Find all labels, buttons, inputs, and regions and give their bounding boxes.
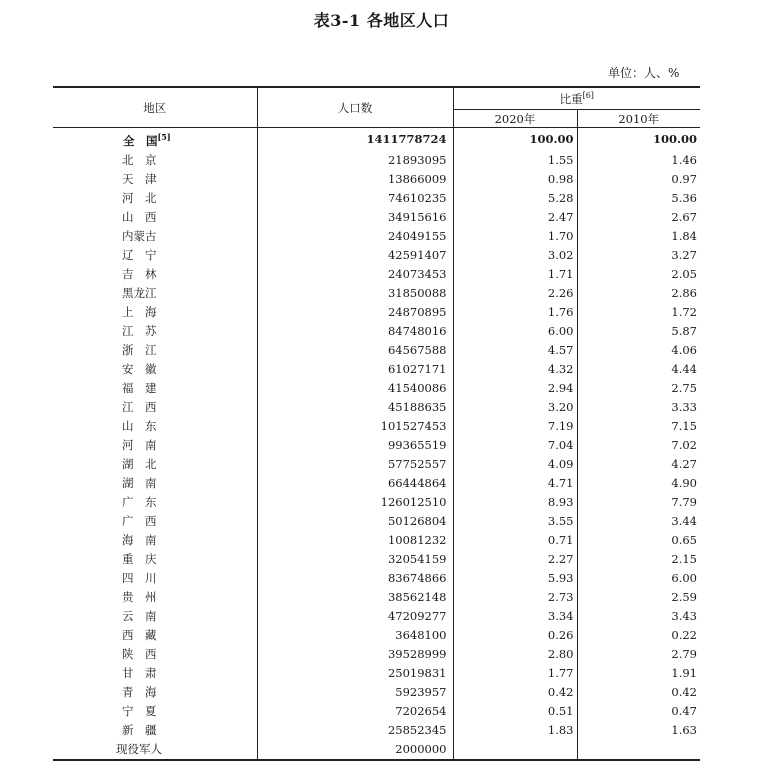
share-2020-cell: 0.42 [453, 683, 577, 702]
total-region-label: 全 国 [123, 134, 158, 148]
population-cell: 32054159 [257, 550, 453, 569]
region-cell: 天 津 [53, 170, 257, 189]
total-share-2010: 100.00 [652, 132, 697, 146]
table-row [53, 512, 700, 531]
total-region [53, 128, 257, 152]
region-cell: 河 南 [53, 436, 257, 455]
share-2010-cell: 7.79 [671, 495, 697, 509]
share-2020-cell: 3.20 [453, 398, 577, 417]
table-row [53, 702, 700, 721]
share-2010-cell: 4.44 [671, 362, 697, 376]
share-2020-cell: 2.27 [453, 550, 577, 569]
table-row [53, 645, 700, 664]
share-2010-cell: 0.97 [671, 172, 697, 186]
table-row [53, 360, 700, 379]
region-cell: 贵 州 [53, 588, 257, 607]
table-row [53, 683, 700, 702]
share-2020-cell: 0.98 [453, 170, 577, 189]
table-row [53, 664, 700, 683]
share-2020-cell: 3.34 [453, 607, 577, 626]
share-2020-cell: 5.93 [453, 569, 577, 588]
table-row [53, 455, 700, 474]
share-2020-cell: 6.00 [453, 322, 577, 341]
table-row [53, 189, 700, 208]
share-2010-cell: 7.15 [671, 419, 697, 433]
share-2020-cell: 7.04 [453, 436, 577, 455]
population-cell: 61027171 [257, 360, 453, 379]
table-row [53, 246, 700, 265]
population-cell: 25019831 [257, 664, 453, 683]
total-row [53, 128, 700, 152]
population-cell: 24073453 [257, 265, 453, 284]
share-2020-cell: 2.47 [453, 208, 577, 227]
share-2010-cell: 2.67 [671, 210, 697, 224]
share-2020-cell: 1.71 [453, 265, 577, 284]
region-cell: 上 海 [53, 303, 257, 322]
share-2020-cell: 2.26 [453, 284, 577, 303]
population-cell: 57752557 [257, 455, 453, 474]
share-2020-cell: 0.26 [453, 626, 577, 645]
header-population: 人口数 [257, 87, 453, 128]
table-row [53, 303, 700, 322]
population-cell: 50126804 [257, 512, 453, 531]
share-2010-cell: 1.91 [671, 666, 697, 680]
population-cell: 99365519 [257, 436, 453, 455]
share-2020-cell: 0.51 [453, 702, 577, 721]
header-year-2020: 2020年 [453, 110, 577, 128]
share-2020-cell: 1.83 [453, 721, 577, 740]
table-row [53, 740, 700, 760]
share-2020-cell: 4.71 [453, 474, 577, 493]
header-year-2010: 2010年 [577, 110, 700, 128]
population-cell: 2000000 [257, 740, 453, 760]
unit-label: 单位：人、% [608, 66, 680, 80]
population-table [53, 86, 700, 761]
share-2020-cell: 4.32 [453, 360, 577, 379]
population-cell: 42591407 [257, 246, 453, 265]
share-2010-cell: 0.65 [671, 533, 697, 547]
population-cell: 13866009 [257, 170, 453, 189]
share-2020-cell: 8.93 [453, 493, 577, 512]
table-row [53, 607, 700, 626]
share-2010-cell: 3.27 [671, 248, 697, 262]
population-cell: 64567588 [257, 341, 453, 360]
region-cell: 宁 夏 [53, 702, 257, 721]
share-2010-cell: 1.72 [671, 305, 697, 319]
share-2020-cell: 2.94 [453, 379, 577, 398]
region-cell: 辽 宁 [53, 246, 257, 265]
share-2010-cell: 2.86 [671, 286, 697, 300]
region-cell: 湖 南 [53, 474, 257, 493]
region-cell: 广 东 [53, 493, 257, 512]
population-cell: 21893095 [257, 151, 453, 170]
table-row [53, 493, 700, 512]
share-2020-cell: 3.55 [453, 512, 577, 531]
share-2020-cell: 1.77 [453, 664, 577, 683]
total-note: [5] [157, 132, 171, 142]
share-2010-cell: 3.44 [671, 514, 697, 528]
region-cell: 陕 西 [53, 645, 257, 664]
header-region: 地区 [53, 87, 257, 128]
table-row [53, 569, 700, 588]
region-cell: 广 西 [53, 512, 257, 531]
table-row [53, 151, 700, 170]
share-2010-cell: 2.15 [671, 552, 697, 566]
population-cell: 41540086 [257, 379, 453, 398]
share-2010-cell: 3.43 [671, 609, 697, 623]
population-cell: 3648100 [257, 626, 453, 645]
population-cell: 84748016 [257, 322, 453, 341]
population-cell: 10081232 [257, 531, 453, 550]
population-cell: 83674866 [257, 569, 453, 588]
region-cell: 现役军人 [53, 740, 257, 760]
region-cell: 河 北 [53, 189, 257, 208]
table-row [53, 398, 700, 417]
share-2010-cell: 4.06 [671, 343, 697, 357]
table-row [53, 474, 700, 493]
table-row [53, 626, 700, 645]
table-row [53, 322, 700, 341]
region-cell: 青 海 [53, 683, 257, 702]
share-2020-cell: 1.55 [453, 151, 577, 170]
table-row [53, 170, 700, 189]
share-2010-cell: 0.22 [671, 628, 697, 642]
share-2010-cell: 2.59 [671, 590, 697, 604]
share-2010-cell: 4.90 [671, 476, 697, 490]
region-cell: 湖 北 [53, 455, 257, 474]
share-2010-cell: 2.05 [671, 267, 697, 281]
share-2020-cell [453, 740, 577, 760]
share-2010-cell: 2.75 [671, 381, 697, 395]
population-cell: 31850088 [257, 284, 453, 303]
header-share-note: [6] [582, 90, 594, 100]
share-2010-cell: 1.46 [671, 153, 697, 167]
population-cell: 25852345 [257, 721, 453, 740]
table-row [53, 284, 700, 303]
table-row [53, 265, 700, 284]
share-2020-cell: 4.09 [453, 455, 577, 474]
population-cell: 101527453 [257, 417, 453, 436]
total-population: 1411778724 [257, 128, 453, 152]
population-cell: 24870895 [257, 303, 453, 322]
share-2020-cell: 1.70 [453, 227, 577, 246]
table-row [53, 436, 700, 455]
share-2020-cell: 7.19 [453, 417, 577, 436]
share-2020-cell: 5.28 [453, 189, 577, 208]
region-cell: 浙 江 [53, 341, 257, 360]
population-cell: 5923957 [257, 683, 453, 702]
population-cell: 47209277 [257, 607, 453, 626]
table-row [53, 379, 700, 398]
region-cell: 云 南 [53, 607, 257, 626]
region-cell: 四 川 [53, 569, 257, 588]
share-2010-cell: 3.33 [671, 400, 697, 414]
share-2020-cell: 2.73 [453, 588, 577, 607]
share-2010-cell: 6.00 [671, 571, 697, 585]
header-share [453, 87, 700, 110]
region-cell: 西 藏 [53, 626, 257, 645]
share-2010-cell: 5.36 [671, 191, 697, 205]
header-share-label: 比重 [559, 91, 583, 106]
share-2010-cell: 2.79 [671, 647, 697, 661]
share-2020-cell: 0.71 [453, 531, 577, 550]
region-cell: 重 庆 [53, 550, 257, 569]
region-cell: 吉 林 [53, 265, 257, 284]
share-2020-cell: 3.02 [453, 246, 577, 265]
table-row [53, 227, 700, 246]
share-2010-cell [577, 740, 700, 760]
share-2010-cell: 0.47 [671, 704, 697, 718]
table-title: 表3-1 各地区人口 [313, 11, 450, 30]
share-2010-cell: 4.27 [671, 457, 697, 471]
table-row [53, 588, 700, 607]
population-cell: 126012510 [257, 493, 453, 512]
region-cell: 山 东 [53, 417, 257, 436]
region-cell: 海 南 [53, 531, 257, 550]
region-cell: 甘 肃 [53, 664, 257, 683]
share-2010-cell: 1.63 [671, 723, 697, 737]
population-cell: 34915616 [257, 208, 453, 227]
share-2010-cell: 5.87 [671, 324, 697, 338]
population-cell: 7202654 [257, 702, 453, 721]
region-cell: 安 徽 [53, 360, 257, 379]
share-2020-cell: 4.57 [453, 341, 577, 360]
region-cell: 北 京 [53, 151, 257, 170]
share-2010-cell: 7.02 [671, 438, 697, 452]
share-2010-cell: 0.42 [671, 685, 697, 699]
table-row [53, 721, 700, 740]
population-cell: 66444864 [257, 474, 453, 493]
share-2020-cell: 2.80 [453, 645, 577, 664]
region-cell: 内蒙古 [53, 227, 257, 246]
population-cell: 38562148 [257, 588, 453, 607]
total-share-2020: 100.00 [453, 128, 577, 152]
population-cell: 39528999 [257, 645, 453, 664]
table-row [53, 341, 700, 360]
region-cell: 新 疆 [53, 721, 257, 740]
table-row [53, 417, 700, 436]
share-2010-cell: 1.84 [671, 229, 697, 243]
region-cell: 江 西 [53, 398, 257, 417]
region-cell: 黑龙江 [53, 284, 257, 303]
region-cell: 福 建 [53, 379, 257, 398]
table-row [53, 531, 700, 550]
population-cell: 24049155 [257, 227, 453, 246]
share-2020-cell: 1.76 [453, 303, 577, 322]
table-row [53, 550, 700, 569]
region-cell: 江 苏 [53, 322, 257, 341]
region-cell: 山 西 [53, 208, 257, 227]
table-row [53, 208, 700, 227]
population-cell: 74610235 [257, 189, 453, 208]
population-cell: 45188635 [257, 398, 453, 417]
